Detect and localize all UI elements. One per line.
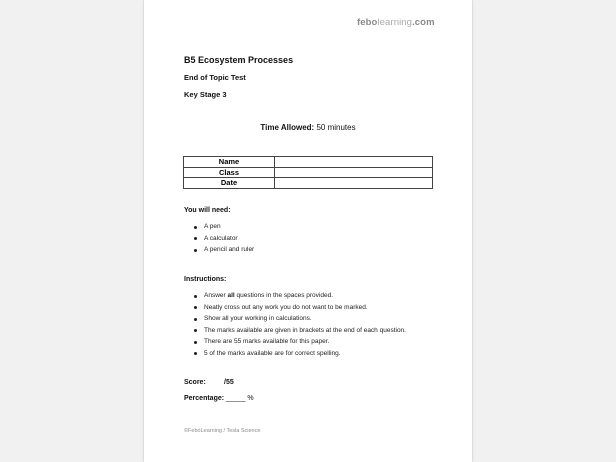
score-label: Score: (184, 379, 206, 386)
document-page (144, 0, 472, 462)
date-field[interactable] (275, 178, 433, 189)
logo-suffix: .com (412, 17, 435, 28)
percentage-line (184, 395, 254, 402)
you-will-need-list (204, 221, 254, 256)
febolearning-logo (357, 17, 435, 28)
time-value: 50 minutes (314, 123, 356, 132)
list-item: A pen (204, 221, 254, 233)
instruction-bold: all (227, 292, 235, 299)
list-item: 5 of the marks available are for correct spelling. (204, 348, 406, 360)
class-field[interactable] (275, 167, 433, 178)
student-info-table (183, 156, 433, 189)
name-field[interactable] (275, 157, 433, 168)
instructions-list (204, 290, 406, 359)
time-label: Time Allowed: (260, 123, 315, 132)
list-item: The marks available are given in brackets at the end of each question. (204, 325, 406, 337)
list-item: There are 55 marks available for this paper. (204, 336, 406, 348)
instructions-heading: Instructions: (184, 276, 227, 283)
logo-bold: febo (357, 17, 378, 28)
list-item: Neatly cross out any work you do not want to be marked. (204, 302, 406, 314)
document-subtitle: End of Topic Test (184, 73, 246, 82)
instruction-post: questions in the spaces provided. (234, 292, 334, 299)
instruction-pre: Answer (204, 292, 228, 299)
list-item: A pencil and ruler (204, 244, 254, 256)
name-label: Name (184, 157, 275, 168)
copyright-footer: ©FeboLearning / Tesla Science (184, 428, 261, 434)
percentage-blank: _____ % (224, 395, 254, 402)
list-item: Show all your working in calculations. (204, 313, 406, 325)
class-label: Class (184, 167, 275, 178)
logo-light: learning (377, 17, 413, 28)
date-label: Date (184, 178, 275, 189)
percentage-label: Percentage: (184, 395, 225, 402)
list-item: A calculator (204, 233, 254, 245)
you-will-need-heading: You will need: (184, 207, 231, 214)
time-allowed (144, 123, 472, 132)
score-line (184, 379, 234, 386)
score-value: /55 (224, 379, 234, 386)
key-stage: Key Stage 3 (184, 90, 227, 99)
list-item (204, 290, 406, 302)
table-row (184, 178, 433, 189)
table-row (184, 157, 433, 168)
document-title: B5 Ecosystem Processes (184, 55, 294, 65)
table-row (184, 167, 433, 178)
